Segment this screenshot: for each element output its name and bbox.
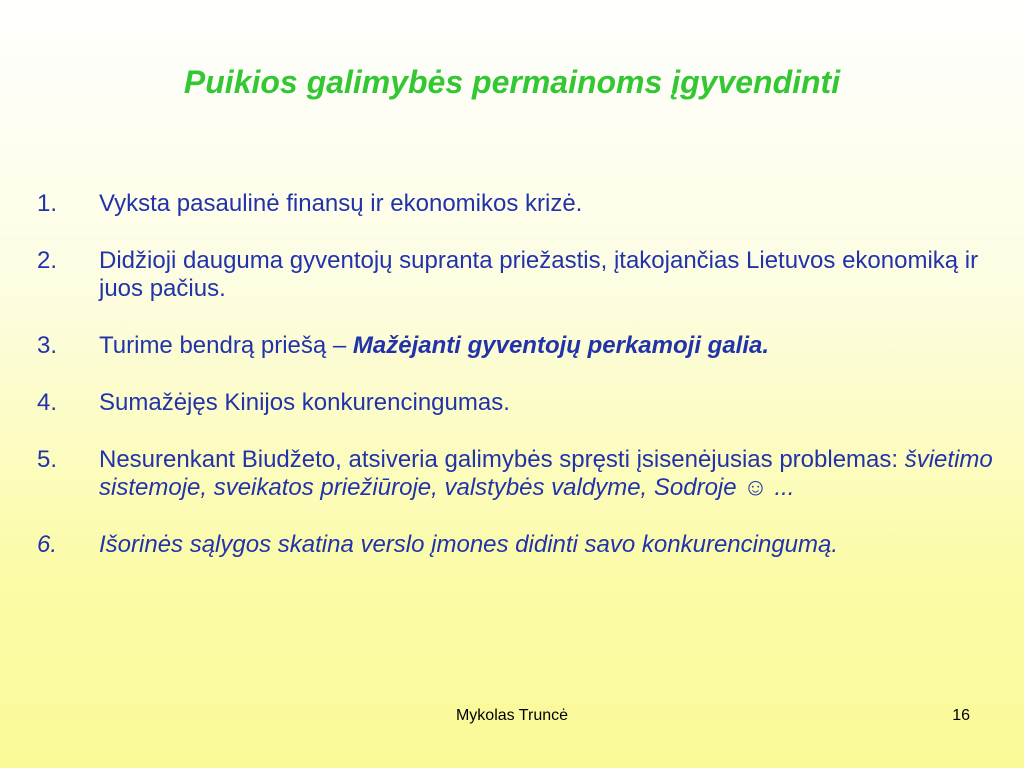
- list-item: [37, 446, 997, 502]
- slide-title: Puikios galimybės permainoms įgyvendinti: [183, 64, 841, 100]
- list-item-number: 4.: [37, 389, 58, 416]
- numbered-list: [37, 190, 997, 559]
- list-item-number: 2.: [37, 247, 58, 274]
- list-item: [37, 247, 997, 303]
- footer-author: Mykolas Truncė: [455, 707, 569, 724]
- list-item-text: Sumažėjęs Kinijos konkurencingumas.: [99, 389, 510, 416]
- page-number: 16: [952, 707, 970, 724]
- list-item-number: 6.: [37, 531, 58, 558]
- list-item-number: 1.: [37, 190, 58, 217]
- list-item-text: [99, 446, 997, 502]
- list-item: [37, 332, 997, 360]
- list-item-text-emphasis: švietimo sistemoje, sveikatos priežiūroje, valstybės valdyme, Sodroje ☺ ...: [99, 446, 993, 501]
- list-item: [37, 531, 997, 559]
- list-item: [37, 190, 997, 218]
- list-item-text: Išorinės sąlygos skatina verslo įmones didinti savo konkurencingumą.: [99, 531, 839, 558]
- list-item-number: 3.: [37, 332, 58, 359]
- list-item-number: 5.: [37, 446, 58, 473]
- list-item-text: Vyksta pasaulinė finansų ir ekonomikos krizė.: [99, 190, 583, 217]
- list-item-text: Didžioji dauguma gyventojų supranta priežastis, įtakojančias Lietuvos ekonomiką ir juos pačius.: [99, 247, 979, 302]
- list-item-text-plain: Turime bendrą priešą –: [99, 332, 353, 359]
- list-item: [37, 389, 997, 417]
- list-item-text: [99, 332, 997, 360]
- list-item-text-emphasis: Mažėjanti gyventojų perkamoji galia.: [352, 332, 770, 359]
- list-item-text-plain: Nesurenkant Biudžeto, atsiveria galimybės spręsti įsisenėjusias problemas:: [99, 446, 905, 473]
